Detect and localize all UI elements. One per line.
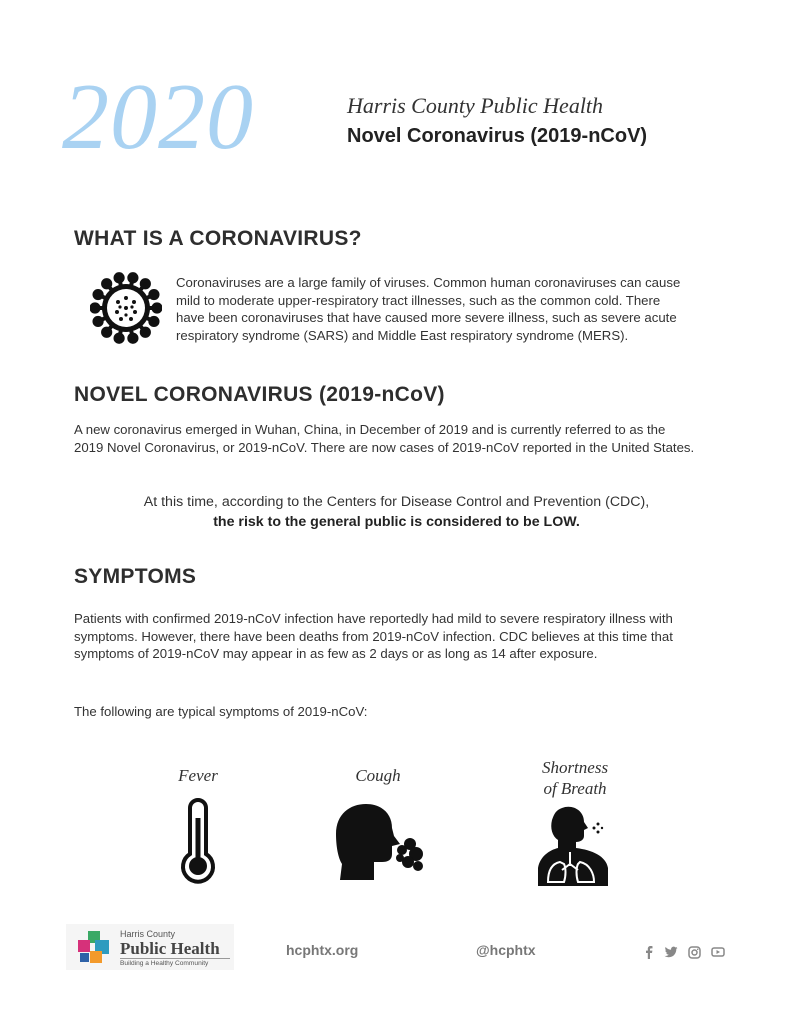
social-icons	[644, 943, 725, 961]
logo-line1: Harris County	[120, 929, 176, 939]
lungs-icon	[536, 804, 612, 888]
thermometer-icon	[176, 798, 220, 884]
cough-icon	[330, 800, 426, 884]
risk-notice	[74, 492, 719, 532]
symptoms-text-line: symptoms. However, there have been deaths from 2019-nCoV infection. CDC believes at this time that	[74, 628, 673, 644]
virus-spike-knob	[94, 291, 101, 298]
virus-spike-knob	[103, 280, 110, 287]
instagram-icon[interactable]	[688, 946, 701, 959]
what-text-line: have been coronaviruses that have caused more severe illness, such as severe acute	[176, 310, 677, 325]
what-text-line: respiratory syndrome (SARS) and Middle East respiratory syndrome (MERS).	[176, 327, 629, 343]
logo-tagline: Building a Healthy Community	[120, 958, 230, 967]
header-year: 2020	[62, 65, 254, 169]
logo-line2: Public Health	[120, 939, 220, 958]
section-title-symptoms: SYMPTOMS	[74, 565, 197, 588]
symptom-cough-label: Cough	[355, 766, 401, 785]
virus-spike-knob	[153, 304, 160, 311]
youtube-icon[interactable]	[711, 946, 725, 958]
virus-spike-knob	[129, 274, 136, 281]
footer-handle-link[interactable]: @hcphtx	[476, 942, 536, 958]
section-title-novel: NOVEL CORONAVIRUS (2019-nCoV)	[74, 383, 445, 406]
virus-spike-knob	[142, 329, 149, 336]
virus-spike-knob	[129, 335, 136, 342]
symptom-breath-label-line1: Shortness	[541, 758, 609, 777]
virus-spike-knob	[150, 318, 157, 325]
virus-spike-knob	[142, 280, 149, 287]
symptom-breath-label-line2: of Breath	[543, 779, 607, 798]
virus-spike-knob	[116, 274, 123, 281]
header-organization: Harris County Public Health	[347, 93, 604, 118]
symptom-breath-label	[525, 757, 625, 799]
section-title-what: WHAT IS A CORONAVIRUS?	[74, 227, 362, 250]
virus-icon	[90, 272, 162, 344]
symptoms-text-line: symptoms of 2019-nCoV may appear in as few as 2 days or as long as 14 after exposure.	[74, 646, 598, 661]
what-text-line: mild to moderate upper-respiratory tract illnesses, such as the common cold. There	[176, 292, 661, 308]
virus-spike-knob	[91, 304, 98, 311]
novel-text-line: 2019 Novel Coronavirus, or 2019-nCoV. There are now cases of 2019-nCoV reported in the United States.	[74, 439, 695, 455]
virus-spike-knob	[150, 291, 157, 298]
risk-notice-line1: At this time, according to the Centers for Disease Control and Prevention (CDC),	[143, 494, 650, 510]
virus-spike-knob	[116, 335, 123, 342]
footer-logo[interactable]	[66, 924, 234, 970]
symptoms-text-line: Patients with confirmed 2019-nCoV infection have reportedly had mild to severe respiratory illness with	[74, 611, 673, 626]
what-text-line: Coronaviruses are a large family of viruses. Common human coronaviruses can cause	[176, 275, 681, 290]
risk-notice-line2: the risk to the general public is considered to be LOW.	[213, 514, 580, 530]
header-topic: Novel Coronavirus (2019-nCoV)	[347, 125, 648, 147]
footer-website-link[interactable]: hcphtx.org	[286, 942, 359, 958]
twitter-icon[interactable]	[664, 946, 678, 958]
virus-spike-knob	[103, 329, 110, 336]
symptom-fever-label: Fever	[178, 766, 218, 785]
symptoms-intro: The following are typical symptoms of 2019-nCoV:	[74, 704, 368, 719]
logo-mark-icon	[78, 931, 112, 965]
virus-spike-knob	[94, 318, 101, 325]
novel-text-line: A new coronavirus emerged in Wuhan, China, in December of 2019 and is currently referred to as the	[74, 422, 666, 437]
facebook-icon[interactable]	[644, 945, 654, 959]
